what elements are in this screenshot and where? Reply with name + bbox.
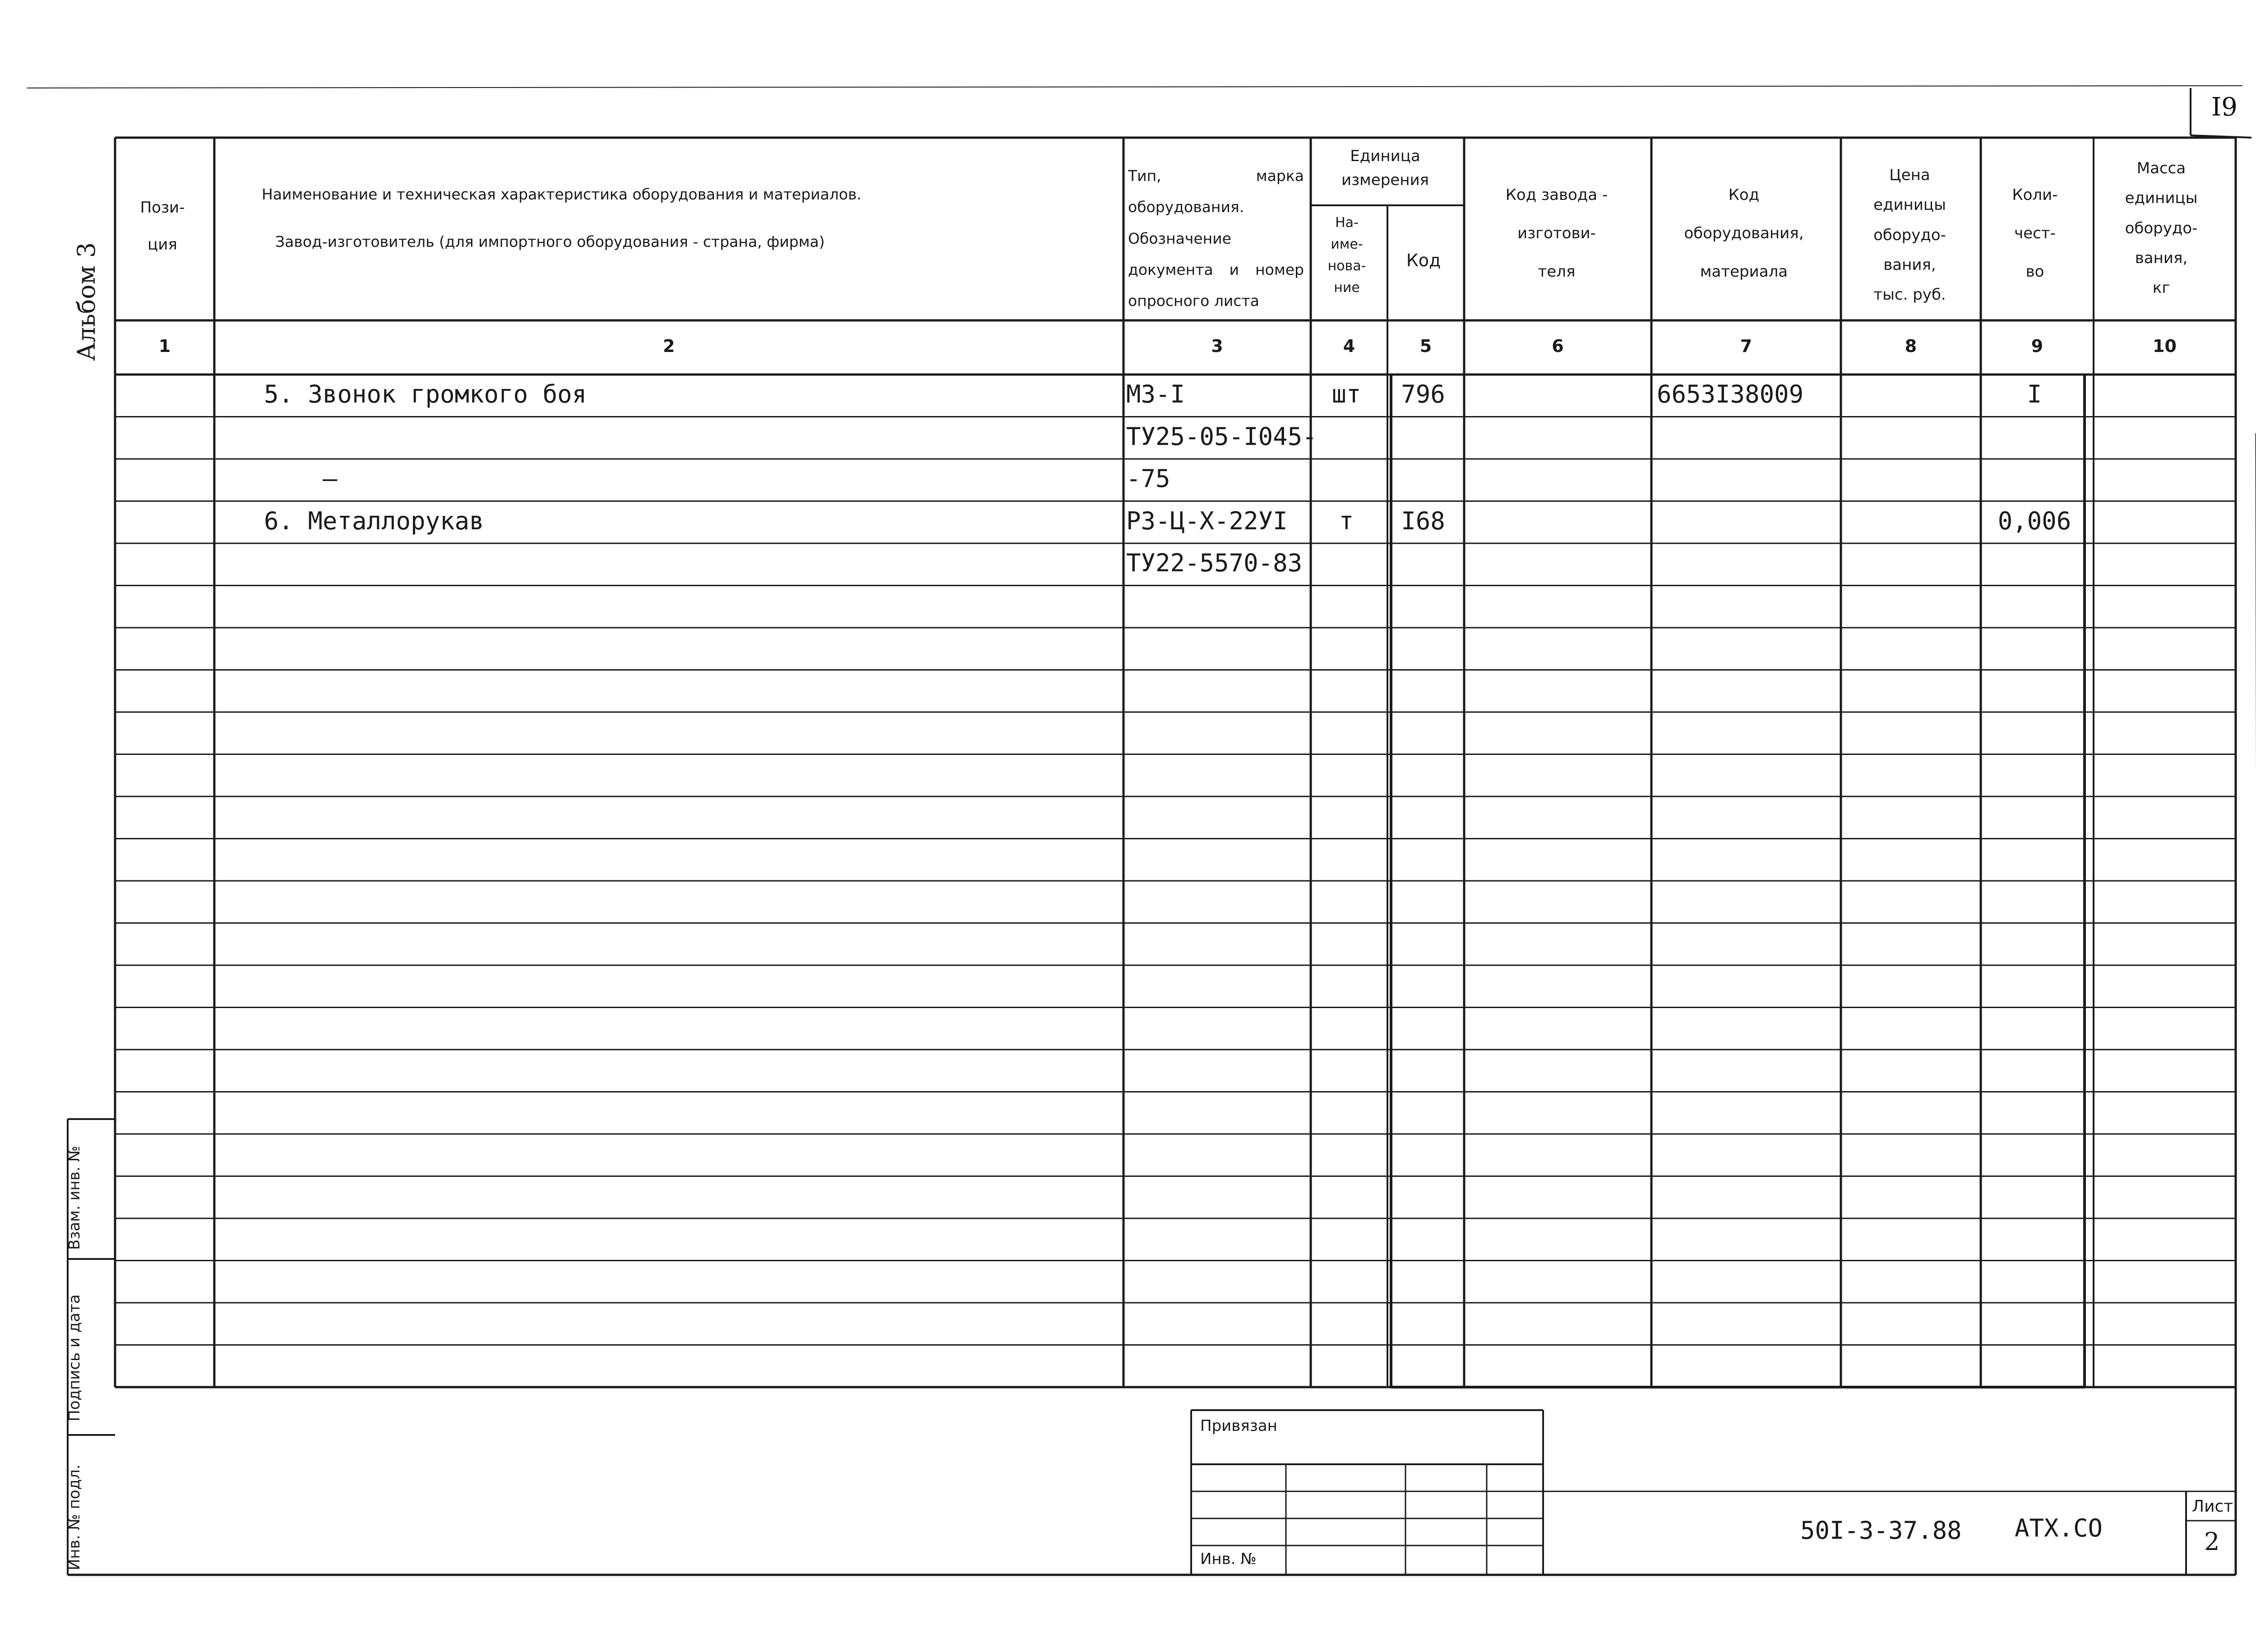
sheet-label: Лист — [2192, 1497, 2233, 1516]
sheet-corner-number: I9 — [2211, 93, 2238, 122]
header-factory-code: Код завода - изготови- теля — [1505, 186, 1608, 281]
cell-name: 5. Звонок громкого боя — [264, 380, 587, 408]
header-quantity: Коли- чест- во — [2012, 186, 2058, 281]
cell-unit: т — [1339, 506, 1354, 535]
cell-type: -75 — [1126, 464, 1170, 493]
cell-name: — — [323, 464, 337, 493]
column-number-3: 3 — [1211, 336, 1223, 356]
column-number-1: 1 — [158, 336, 171, 356]
document-mark: АТХ.СО — [2015, 1514, 2103, 1542]
document-code: 50I-3-37.88 — [1800, 1516, 1962, 1545]
column-number-5: 5 — [1419, 336, 1432, 356]
header-price: Цена единицы оборудо- вания, тыс. руб. — [1873, 166, 1946, 304]
cell-unit: шт — [1331, 380, 1361, 408]
column-number-8: 8 — [1905, 336, 1917, 356]
column-number-10: 10 — [2153, 336, 2177, 356]
column-number-7: 7 — [1740, 336, 1752, 356]
header-name-line2: Завод-изготовитель (для импортного оборудования - страна, фирма) — [275, 233, 825, 250]
stamp-podpis-data: Подпись и дата — [65, 1294, 83, 1421]
column-number-2: 2 — [663, 336, 675, 356]
header-name-line1: Наименование и техническая характеристика оборудования и материалов. — [262, 185, 862, 203]
cell-unit-code: I68 — [1401, 506, 1445, 535]
stamp-inv-podl: Инв. № подл. — [65, 1464, 83, 1570]
inv-no-label: Инв. № — [1200, 1550, 1257, 1568]
stamp-vzam-inv: Взам. инв. № — [65, 1146, 83, 1250]
cell-type: ТУ22-5570-83 — [1126, 549, 1303, 577]
cell-name: 6. Металлорукав — [264, 506, 484, 535]
header-unit: Единица измерения — [1341, 147, 1429, 189]
header-unit-code: Код — [1406, 250, 1441, 270]
album-label: Альбом 3 — [72, 242, 101, 361]
column-number-9: 9 — [2031, 336, 2043, 356]
column-number-6: 6 — [1552, 336, 1564, 356]
cell-unit-code: 796 — [1401, 380, 1445, 408]
header-position: Пози- ция — [140, 199, 185, 254]
header-mass: Масса единицы оборудо- вания, кг — [2125, 159, 2198, 297]
cell-qty: I — [2027, 380, 2042, 408]
cell-type: ТУ25-05-I045- — [1126, 422, 1317, 451]
header-type: Тип, марка оборудования. Обозначение документа и номер опросного листа — [1128, 167, 1304, 310]
cell-qty: 0,006 — [1997, 506, 2071, 535]
header-material-code: Код оборудования, материала — [1684, 186, 1804, 281]
cell-material-code: 6653I38009 — [1657, 380, 1804, 408]
cell-type: МЗ-I — [1126, 380, 1185, 408]
privyazan-label: Привязан — [1200, 1417, 1277, 1435]
sheet-number: 2 — [2204, 1527, 2220, 1556]
header-unit-name: На- име- нова- ние — [1327, 215, 1366, 296]
cell-type: РЗ-Ц-Х-22УI — [1126, 506, 1288, 535]
column-number-4: 4 — [1343, 336, 1355, 356]
